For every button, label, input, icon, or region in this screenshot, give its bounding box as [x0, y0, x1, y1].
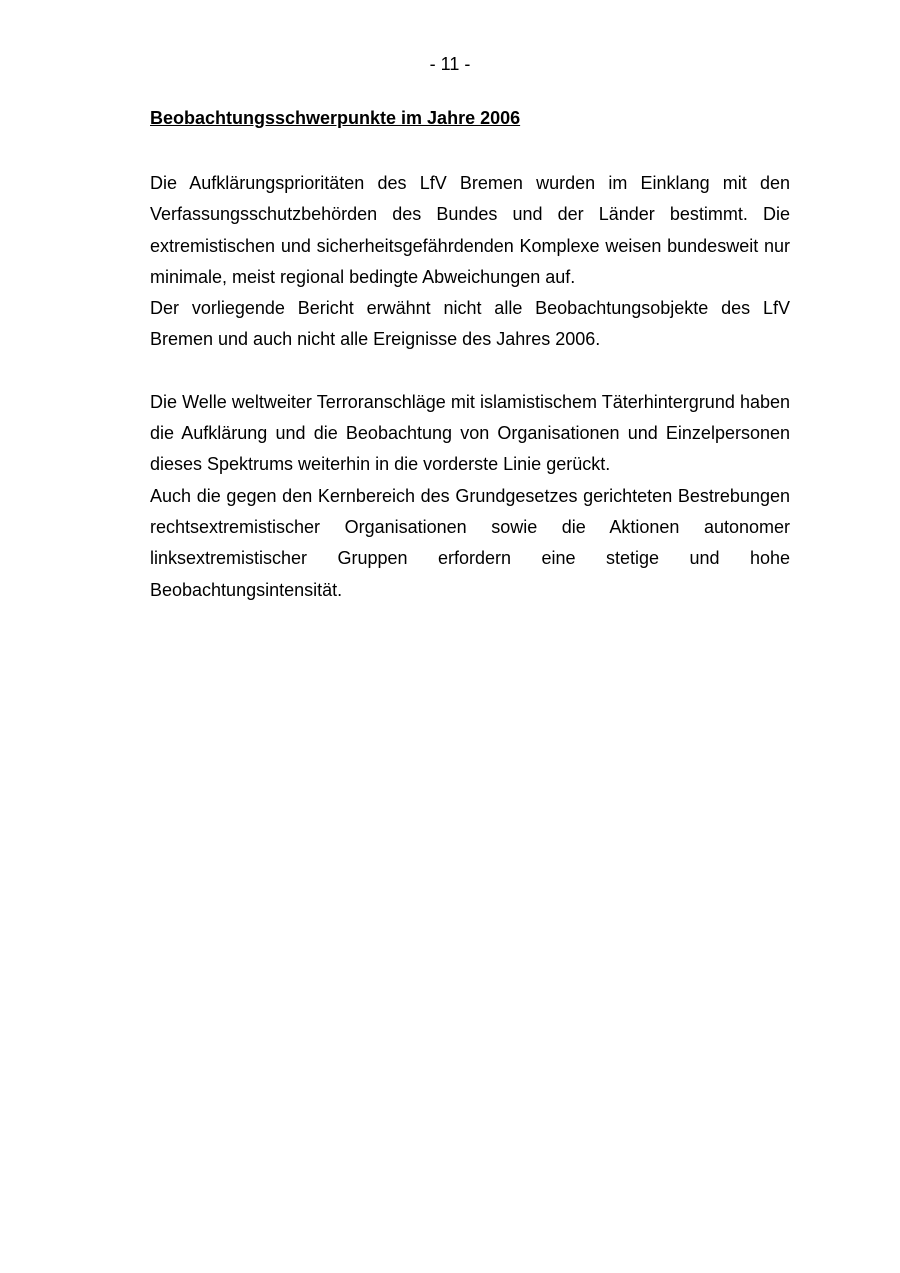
spacer — [150, 356, 790, 387]
paragraph-report-scope: Der vorliegende Bericht erwähnt nicht alle Beobachtungsobjekte des LfV Bremen und auch nicht alle Ereignisse des Jahres 2006. — [150, 298, 790, 350]
section-body — [150, 106, 790, 606]
section-heading: Beobachtungsschwerpunkte im Jahre 2006 — [150, 108, 521, 128]
spacer — [150, 130, 790, 168]
paragraph-extremism: Auch die gegen den Kernbereich des Grundgesetzes gerichteten Bestrebungen rechtsextremistischer Organisationen sowie die Aktionen autonomer linksextremistischer Gruppen erfordern eine stetige und hohe Beobachtungsintensität. — [150, 485, 790, 600]
paragraph-islamism: Die Welle weltweiter Terroranschläge mit islamistischem Täterhintergrund haben die Aufklärung und die Beobachtung von Organisationen und Einzelpersonen dieses Spektrums weiterhin in die vorderste Linie gerückt. — [150, 391, 790, 475]
paragraph-priorities: Die Aufklärungsprioritäten des LfV Bremen wurden im Einklang mit den Verfassungsschutzbehörden des Bundes und der Länder bestimmt. Die extremistischen und sicherheitsgefährdenden Komplexe weisen bundesweit nur minimale, meist regional bedingte Abweichungen auf. — [150, 173, 790, 287]
page-number: - 11 - — [429, 54, 471, 74]
